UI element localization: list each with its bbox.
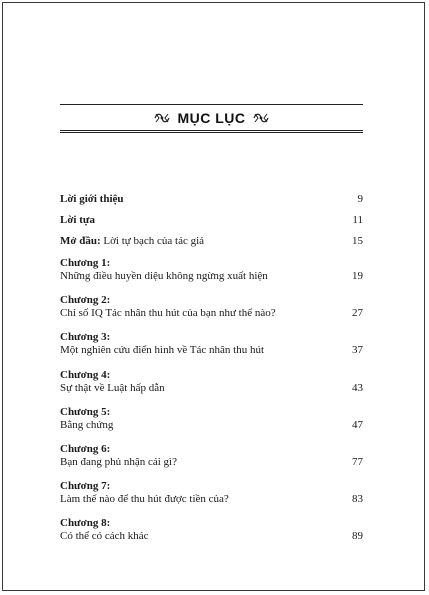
entry-subtitle: Chỉ số IQ Tác nhân thu hút của bạn như thế nào? <box>60 307 276 319</box>
entry-label: Chương 7: <box>60 480 111 492</box>
entry-label: Chương 8: <box>60 517 111 529</box>
toc-entry-chapter-5[interactable] <box>60 406 363 432</box>
entry-label: Chương 5: <box>60 406 111 418</box>
entry-label: Chương 6: <box>60 443 111 455</box>
toc-entry-chapter-7[interactable] <box>60 480 363 506</box>
toc-entry-chapter-8[interactable] <box>60 517 363 543</box>
header-rule-bottom-2 <box>60 132 363 133</box>
entry-subtitle: Lời tự bạch của tác giả <box>100 235 205 247</box>
toc-entry-chapter-3[interactable] <box>60 331 363 357</box>
entry-page: 83 <box>352 493 363 505</box>
entry-subtitle: Có thể có cách khác <box>60 530 149 542</box>
entry-subtitle: Những điều huyền diệu không ngừng xuất hiện <box>60 270 268 282</box>
entry-label: Chương 3: <box>60 331 111 343</box>
toc-header <box>60 104 363 132</box>
entry-page: 47 <box>352 419 363 431</box>
header-rule-bottom <box>60 130 363 131</box>
title-row <box>60 108 363 128</box>
entry-subtitle: Sự thật về Luật hấp dẫn <box>60 382 165 394</box>
entry-label: Lời giới thiệu <box>60 193 124 205</box>
header-rule-top <box>60 104 363 105</box>
page-title: MỤC LỤC <box>177 110 246 126</box>
toc-entry-opening[interactable] <box>60 235 363 248</box>
ornament-right-icon <box>252 111 270 125</box>
entry-page: 77 <box>352 456 363 468</box>
entry-page: 43 <box>352 382 363 394</box>
entry-subtitle: Bằng chứng <box>60 419 114 431</box>
entry-page: 27 <box>352 307 363 319</box>
toc-entry-chapter-6[interactable] <box>60 443 363 469</box>
entry-label: Mở đầu: <box>60 235 101 247</box>
entry-subtitle: Bạn đang phủ nhận cái gì? <box>60 456 177 468</box>
entry-page: 19 <box>352 270 363 282</box>
entry-label: Lời tựa <box>60 214 95 226</box>
entry-label: Chương 2: <box>60 294 111 306</box>
entry-subtitle: Một nghiên cứu điển hình về Tác nhân thu hút <box>60 344 265 356</box>
entry-page: 89 <box>352 530 363 542</box>
entry-page: 15 <box>352 235 363 247</box>
entry-page: 9 <box>357 193 363 205</box>
entry-label: Chương 1: <box>60 257 111 269</box>
entry-page: 11 <box>352 214 363 226</box>
toc-entry-chapter-4[interactable] <box>60 369 363 395</box>
toc-entry-chapter-2[interactable] <box>60 294 363 320</box>
toc-entry-chapter-1[interactable] <box>60 257 363 283</box>
toc-entry-preface[interactable] <box>60 214 363 227</box>
entry-label: Chương 4: <box>60 369 111 381</box>
toc-entry-intro[interactable] <box>60 193 363 206</box>
ornament-left-icon <box>153 111 171 125</box>
entry-subtitle: Làm thế nào để thu hút được tiền của? <box>60 493 229 505</box>
entry-page: 37 <box>352 344 363 356</box>
